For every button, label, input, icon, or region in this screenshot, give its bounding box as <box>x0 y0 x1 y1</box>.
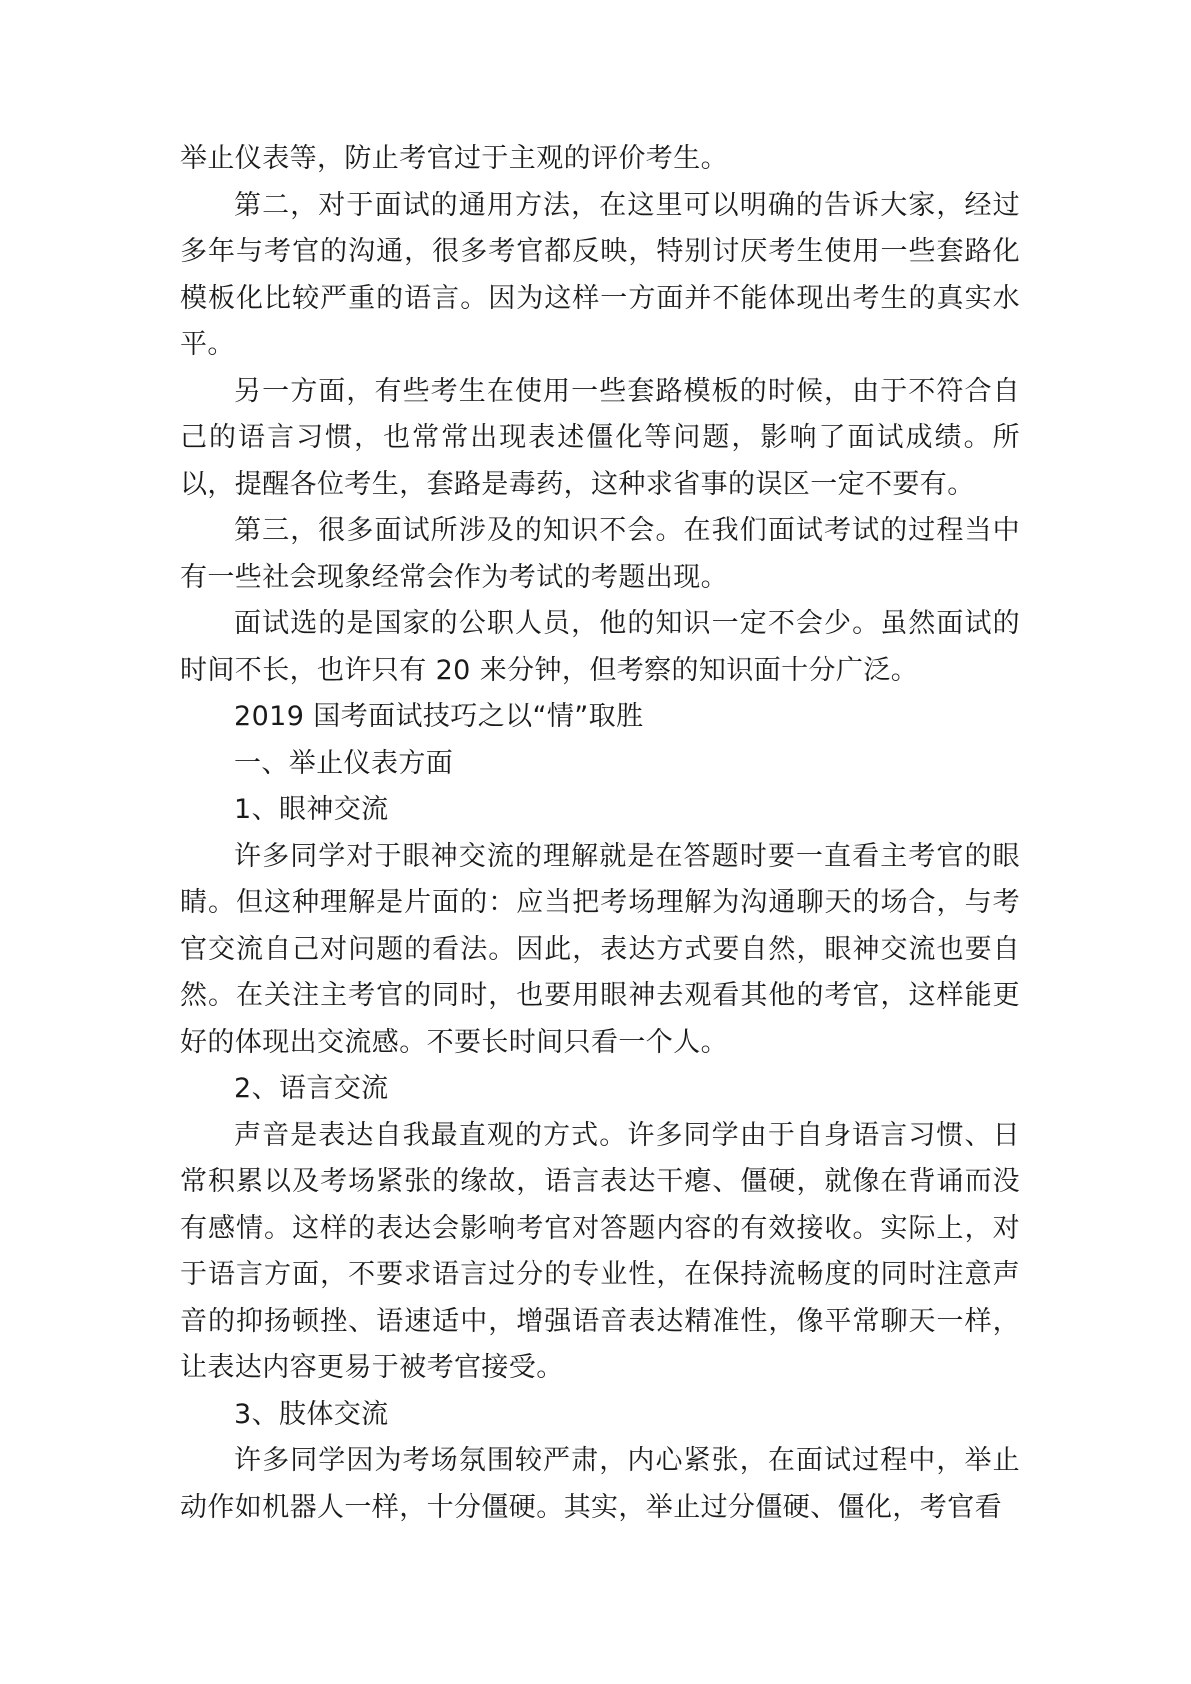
item-heading-language: 2、语言交流 <box>234 1073 389 1104</box>
section-heading: 2019 国考面试技巧之以“情”取胜 <box>234 701 644 732</box>
paragraph-continuation: 举止仪表等，防止考官过于主观的评价考生。 <box>180 143 728 174</box>
subsection-heading: 一、举止仪表方面 <box>234 747 454 779</box>
paragraph-knowledge: 面试选的是国家的公职人员，他的知识一定不会少。虽然面试的时间不长，也许只有 20 来分钟，但考察的知识面十分广泛。 <box>180 608 1020 686</box>
paragraph-third-point: 第三，很多面试所涉及的知识不会。在我们面试考试的过程当中有一些社会现象经常会作为考试的考题出现。 <box>180 515 1020 593</box>
paragraph-language: 声音是表达自我最直观的方式。许多同学由于自身语言习惯、日常积累以及考场紧张的缘故，语言表达干瘪、僵硬，就像在背诵而没有感情。这样的表达会影响考官对答题内容的有效接收。实际上，对于语言方面，不要求语言过分的专业性，在保持流畅度的同时注意声音的抑扬顿挫、语速适中，增强语音表达精准性，像平常聊天一样，让表达内容更易于被考官接受。 <box>180 1119 1020 1383</box>
paragraph-second-point: 第二，对于面试的通用方法，在这里可以明确的告诉大家，经过多年与考官的沟通，很多考官都反映，特别讨厌考生使用一些套路化模板化比较严重的语言。因为这样一方面并不能体现出考生的真实水平。 <box>180 189 1020 360</box>
paragraph-other-aspect: 另一方面，有些考生在使用一些套路模板的时候，由于不符合自己的语言习惯，也常常出现表述僵化等问题，影响了面试成绩。所以，提醒各位考生，套路是毒药，这种求省事的误区一定不要有。 <box>180 375 1020 500</box>
item-heading-eye-contact: 1、眼神交流 <box>234 794 389 825</box>
paragraph-eye-contact: 许多同学对于眼神交流的理解就是在答题时要一直看主考官的眼睛。但这种理解是片面的：应当把考场理解为沟通聊天的场合，与考官交流自己对问题的看法。因此，表达方式要自然，眼神交流也要自然。在关注主考官的同时，也要用眼神去观看其他的考官，这样能更好的体现出交流感。不要长时间只看一个人。 <box>180 840 1020 1058</box>
paragraph-body-language: 许多同学因为考场氛围较严肃，内心紧张，在面试过程中，举止动作如机器人一样，十分僵硬。其实，举止过分僵硬、僵化，考官看 <box>180 1445 1020 1523</box>
item-heading-body-language: 3、肢体交流 <box>234 1398 389 1430</box>
document-body <box>180 136 1020 1531</box>
